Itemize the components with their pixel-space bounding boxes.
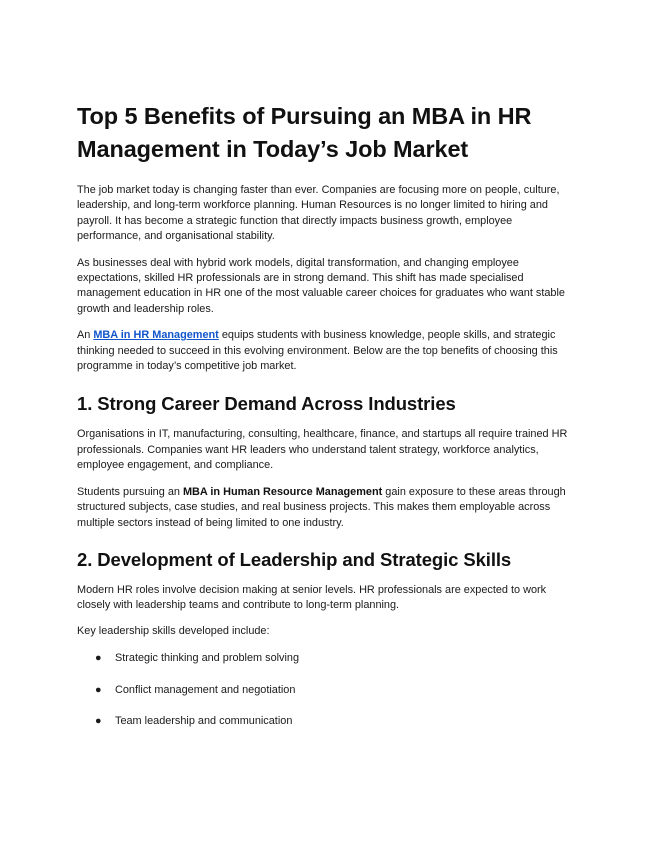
document-page [77, 100, 577, 745]
mba-hrm-bold-text: MBA in Human Resource Management [182, 485, 383, 498]
section-1-paragraph-2-prefix: Students pursuing an [77, 485, 183, 498]
bullet-icon: ● [95, 714, 102, 727]
list-item-text: Team leadership and communication [115, 714, 293, 727]
section-1-paragraph-2-suffix: gain exposure to these areas through structured subjects, case studies, and real business projects. This makes them employable across multiple sectors instead of being limited to one industry. [77, 485, 566, 529]
list-item-text: Strategic thinking and problem solving [115, 652, 300, 665]
list-item-text: Conflict management and negotiation [115, 683, 296, 696]
list-item [77, 683, 577, 698]
leadership-skills-list [77, 651, 577, 729]
mba-hr-management-link[interactable]: MBA in HR Management [93, 329, 219, 342]
list-item [77, 714, 577, 729]
intro-paragraph-3-prefix: An [77, 329, 94, 342]
bullet-icon: ● [95, 652, 102, 665]
list-item [77, 651, 577, 666]
intro-paragraph-2: As businesses deal with hybrid work models, digital transformation, and changing employee expectations, skilled HR professionals are in strong demand. This shift has made specialised management education in HR one of the most valuable career choices for graduates who want stable growth and leadership roles. [77, 256, 565, 315]
page-title: Top 5 Benefits of Pursuing an MBA in HR Management in Today’s Job Market [77, 103, 532, 162]
intro-paragraph-1: The job market today is changing faster than ever. Companies are focusing more on people, culture, leadership, and long-term workforce planning. Human Resources is no longer limited to hiring and payroll. It has become a strategic function that directly impacts business growth, employee performance, and organisational stability. [77, 184, 560, 243]
section-2-heading: 2. Development of Leadership and Strategic Skills [77, 548, 512, 570]
intro-paragraph-3 [77, 328, 577, 374]
intro-paragraph-3-suffix: equips students with business knowledge, people skills, and strategic thinking needed to succeed in this evolving environment. Below are the top benefits of choosing this programme in today’s competitive job market. [77, 329, 558, 373]
section-1-paragraph-1: Organisations in IT, manufacturing, consulting, healthcare, finance, and startups all require trained HR professionals. Companies want HR leaders who understand talent strategy, workforce analytics, employee engagement, and compliance. [77, 428, 568, 472]
section-2-paragraph-2: Key leadership skills developed include: [77, 624, 270, 637]
section-2-paragraph-1: Modern HR roles involve decision making at senior levels. HR professionals are expected to work closely with leadership teams and contribute to long-term planning. [77, 583, 547, 612]
section-1-paragraph-2 [77, 485, 577, 531]
section-1-heading: 1. Strong Career Demand Across Industries [77, 393, 456, 415]
bullet-icon: ● [95, 683, 102, 696]
